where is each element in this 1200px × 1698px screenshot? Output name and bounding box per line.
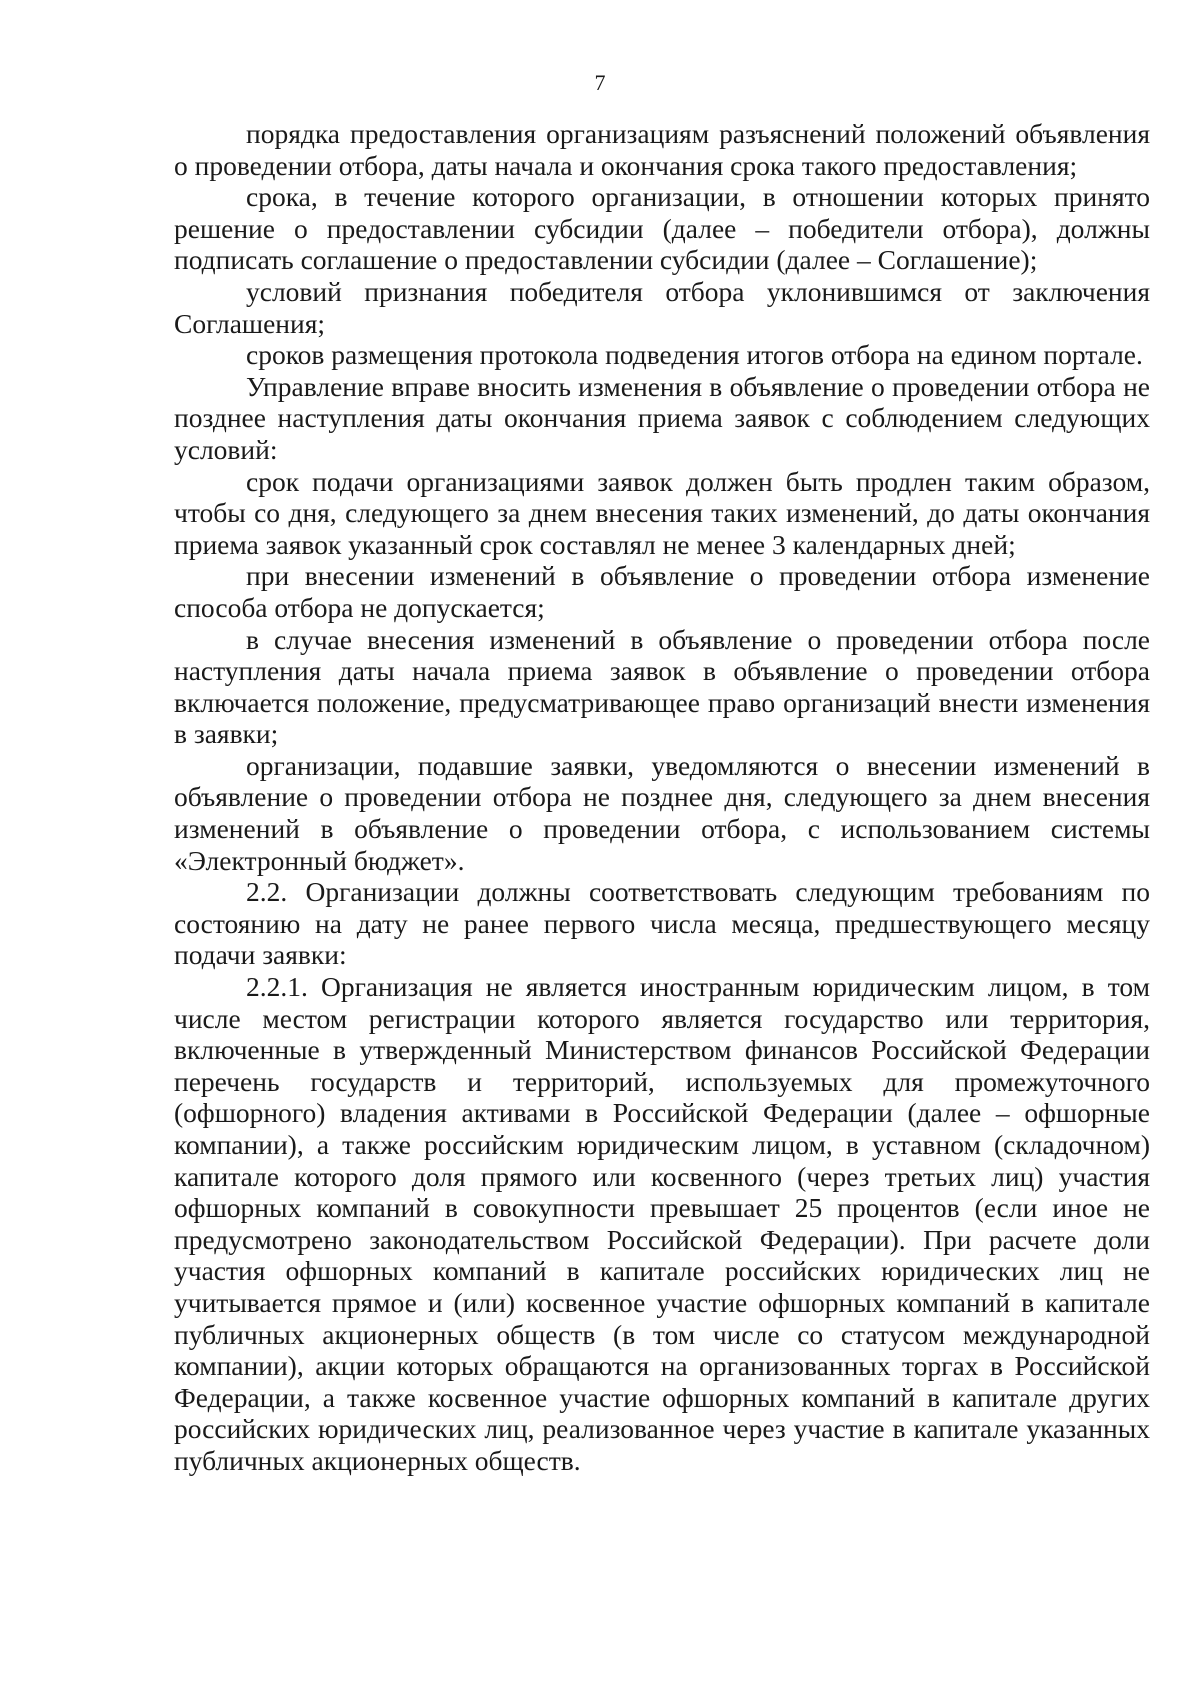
paragraph: порядка предоставления организациям разъяснений положений объявления о проведении отбора, даты начала и окончания срока такого предоставления; xyxy=(174,118,1150,181)
paragraph: при внесении изменений в объявление о проведении отбора изменение способа отбора не допускается; xyxy=(174,560,1150,623)
document-body xyxy=(174,118,1150,1477)
paragraph: 2.2. Организации должны соответствовать следующим требованиям по состоянию на дату не ранее первого числа месяца, предшествующего месяцу подачи заявки: xyxy=(174,876,1150,971)
paragraph: в случае внесения изменений в объявление о проведении отбора после наступления даты начала приема заявок в объявление о проведении отбора включается положение, предусматривающее право организаций внести изменения в заявки; xyxy=(174,623,1150,750)
paragraph: срока, в течение которого организации, в отношении которых принято решение о предоставлении субсидии (далее – победители отбора), должны подписать соглашение о предоставлении субсидии (далее – Соглашение); xyxy=(174,181,1150,276)
paragraph: условий признания победителя отбора уклонившимся от заключения Соглашения; xyxy=(174,275,1150,339)
page-number: 7 xyxy=(594,70,606,95)
paragraph: 2.2.1. Организация не является иностранным юридическим лицом, в том числе местом регистрации которого является государство или территория, включенные в утвержденный Министерством финансов Российской Федерации перечень государств и территорий, используемых для промежуточного (офшорного) владения активами в Российской Федерации (далее – офшорные компании), а также российским юридическим лицом, в уставном (складочном) капитале которого доля прямого или косвенного (через третьих лиц) участия офшорных компаний в совокупности превышает 25 процентов (если иное не предусмотрено законодательством Российской Федерации). При расчете доли участия офшорных компаний в капитале российских юридических лиц не учитывается прямое и (или) косвенное участие офшорных компаний в капитале публичных акционерных обществ (в том числе со статусом международной компании), акции которых обращаются на организованных торгах в Российской Федерации, а также косвенное участие офшорных компаний в капитале других российских юридических лиц, реализованное через участие в капитале указанных публичных акционерных обществ. xyxy=(174,971,1150,1476)
paragraph: организации, подавшие заявки, уведомляются о внесении изменений в объявление о проведении отбора не позднее дня, следующего за днем внесения изменений в объявление о проведении отбора, с использованием системы «Электронный бюджет». xyxy=(174,749,1150,876)
paragraph: сроков размещения протокола подведения итогов отбора на едином портале. xyxy=(246,339,1143,371)
paragraph: Управление вправе вносить изменения в объявление о проведении отбора не позднее наступления даты окончания приема заявок с соблюдением следующих условий: xyxy=(174,370,1150,465)
paragraph: срок подачи организациями заявок должен быть продлен таким образом, чтобы со дня, следующего за днем внесения таких изменений, до даты окончания приема заявок указанный срок составлял не менее 3 календарных дней; xyxy=(174,465,1150,560)
